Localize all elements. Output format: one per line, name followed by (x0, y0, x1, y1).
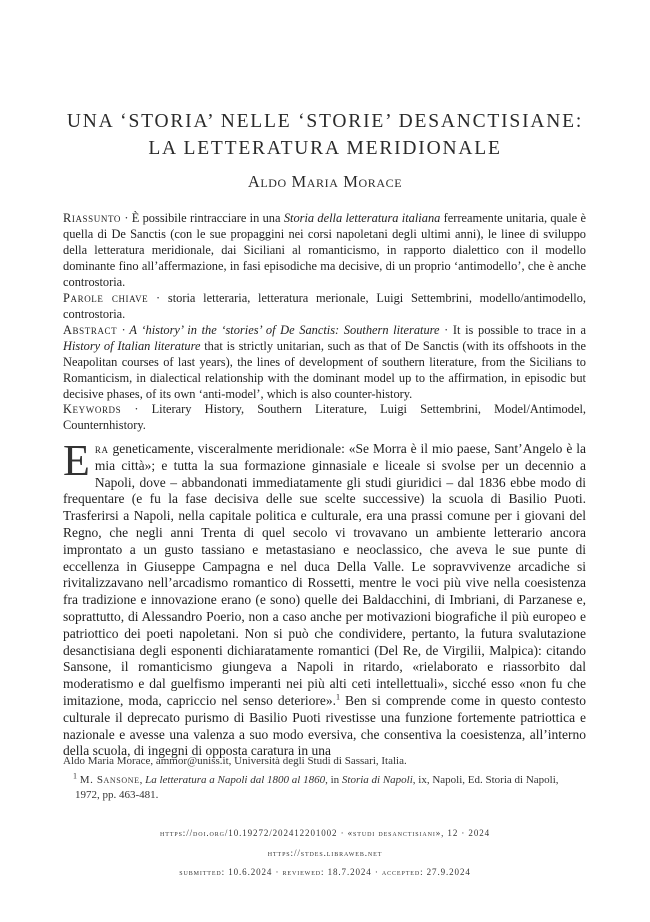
riassunto-italic: Storia della letteratura italiana (283, 211, 441, 225)
abstract-italic: History of Italian literature (63, 339, 201, 353)
body-smallcaps: ra (94, 441, 109, 456)
footnote-title: La letteratura a Napoli dal 1800 al 1860 (145, 774, 326, 786)
keywords-block (63, 401, 586, 433)
footnote-title-2: Storia di Napoli (341, 774, 413, 786)
journal-url: https://stdes.libraweb.net (267, 848, 383, 858)
footnote-end: , ix, Napoli, Ed. Storia di Napoli, 1972, pp. 463-481. (75, 774, 559, 801)
doi-line: https://doi.org/10.19272/202412201002 · «studi desanctisiani», 12 · 2024 (159, 828, 491, 838)
submission-dates: submitted: 10.6.2024 · reviewed: 18.7.2024 · accepted: 27.9.2024 (179, 867, 471, 877)
article-title (0, 108, 650, 162)
affiliation-note (63, 754, 586, 769)
body-text (63, 436, 586, 760)
abstract-italic-title: · A ‘history’ in the ‘stories’ of De Sanctis: Southern literature (117, 323, 440, 337)
abstract-label: Abstract (63, 323, 118, 337)
abstract-block (63, 322, 586, 402)
keywords-text: · Literary History, Southern Literature, Luigi Settembrini, Model/Antimodel, Counternhistory. (63, 402, 586, 432)
riassunto-text-b: ferreamente unitaria, quale è quella di De Sanctis (con le sue propaggini nei corsi napoletani degli ultimi anni), le linee di sviluppo della letteratura meridionale, dai Siciliani al romanticismo, in rapporto dialettico con il modello dominante fino all’affermazione, in fasi episodiche ma decisive, di un proprio ‘antimodello’, che è anche controstoria. (63, 211, 586, 289)
riassunto-label: Riassunto (63, 211, 122, 225)
footnote-ref: 1 (336, 692, 340, 702)
parole-chiave-block (63, 290, 586, 322)
parole-label: Parole chiave (63, 291, 149, 305)
title-line-2: LA LETTERATURA MERIDIONALE (148, 138, 502, 159)
abstract-text-a: · It is possible to trace in a (439, 323, 586, 337)
footnote-mark: 1 (73, 771, 77, 781)
footnote-mid: , in (325, 774, 342, 786)
body-text-b: Ben si comprende come in questo contesto culturale il deprecato purismo di Basilio Puoti rivestisse una funzione fortemente patriottica e nazionale e avesse una valenza a suo modo eversiva, che consentiva la coesistenza, all’interno della scuola, di ingegni di opposta caratura in una (63, 692, 586, 759)
author-text: Aldo Maria Morace (247, 172, 403, 191)
footnote-1 (63, 773, 586, 802)
footnote-sep: , (139, 774, 146, 786)
drop-cap: E (63, 436, 90, 485)
riassunto-text-a: · È possibile rintracciare in una (121, 211, 284, 225)
footnote-author: M. Sansone (79, 774, 140, 786)
title-line-1: UNA ‘STORIA’ NELLE ‘STORIE’ DESANCTISIANE: (66, 111, 584, 132)
body-text-a: geneticamente, visceralmente meridionale: «Se Morra è il mio paese, Sant’Angelo è la mia città»; e tutta la sua formazione ginnasiale e liceale si svolse per un decennio a Napoli, dove – abbandonati immediatamente gli studi giuridici – dal 1836 ebbe modo di frequentare (e fu la fase decisiva delle sue scelte successive) la scuola di Basilio Puoti. Trasferirsi a Napoli, nella capitale politica e culturale, era una prassi comune per i giovani del Regno, che negli anni Trenta di quel secolo vi trovavano un ambiente letterario ancora improntato a un gusto tassiano e metastasiano e neoclassico, che aveva le sue punte di eccellenza in Giuseppe Campagna e nel duca Della Valle. Le sopravvivenze arcadiche si rivitalizzavano nell’arcadismo romantico di Rossetti, mentre le voci più vive nella coesistenza fra tradizione e innovazione erano (e sono) quelle dei Baldacchini, di Imbriani, di Parzanese e, soprattutto, di Alessandro Poerio, non a caso anche per motivazioni biografiche il più europeo e patriottico dei poeti napoletani. Non si può che condividere, pertanto, la futura svalutazione desanctisiana degli esponenti dichiaratamente romantici (Del Re, de Virgilii, Malpica): citando Sansone, il romanticismo giungeva a Napoli in ritardo, «rielaborato e riassorbito dal moderatismo e dal guelfismo imperanti nei più alti ceti intellettuali», sicché esso «non fu che imitazione, moda, capriccio nel senso deteriore». (63, 441, 586, 708)
keywords-label: Keywords (63, 402, 122, 416)
affiliation-text: Aldo Maria Morace, ammor@uniss.it, Università degli Studi di Sassari, Italia. (63, 755, 407, 767)
parole-text: · storia letteraria, letteratura merionale, Luigi Settembrini, modello/antimodello, controstoria. (63, 291, 587, 321)
riassunto-block (63, 210, 586, 290)
abstract-text-b: that is strictly unitarian, such as that of De Sanctis (with its offshoots in the Neapolitan courses of last years), the lines of development of southern literature, from the Sicilians to Romanticism, in dialectical relationship with the dominant model up to the affirmation, in episodic but decisive phases, of its own ‘anti-model’, which is also counter-history. (63, 339, 586, 401)
author-name (0, 172, 650, 192)
